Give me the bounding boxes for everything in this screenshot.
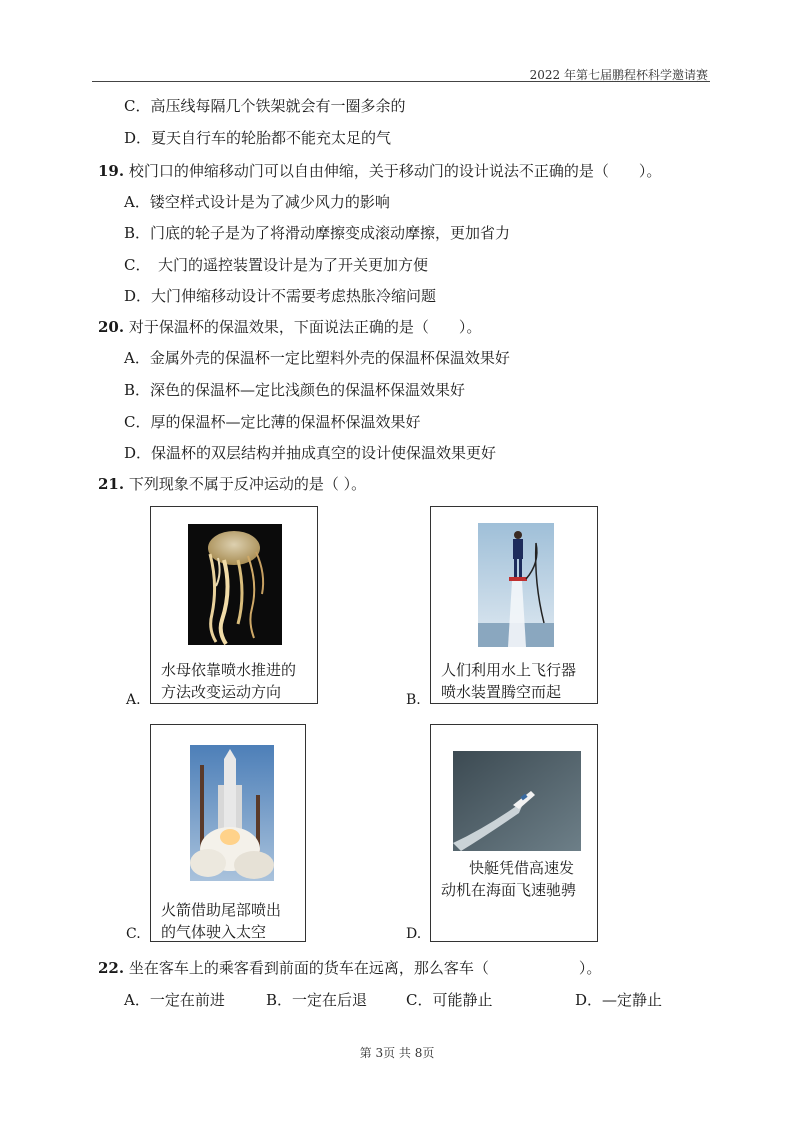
- q18-option-d: D．夏天自行车的轮胎都不能充太足的气: [124, 129, 392, 147]
- q20-option-d: D．保温杯的双层结构并抽成真空的设计使保温效果更好: [124, 444, 497, 462]
- jellyfish-image: [188, 524, 282, 645]
- q19-question: [98, 161, 661, 181]
- header-title: 2022 年第七届鹏程杯科学邀请赛: [529, 68, 708, 82]
- q21-option-d-card: [430, 724, 598, 942]
- q21-option-a-letter: A.: [126, 692, 141, 708]
- q21-option-d-letter: D.: [406, 926, 422, 942]
- q21-option-b-caption-2: 喷水装置腾空而起: [441, 683, 562, 701]
- q22-option-b: B．一定在后退: [266, 991, 368, 1009]
- rocket-image: [190, 745, 274, 881]
- q19-option-c: C． 大门的遥控装置设计是为了开关更加方便: [124, 256, 428, 274]
- q19-option-d: D．大门伸缩移动设计不需要考虑热胀冷缩问题: [124, 287, 437, 305]
- q21-option-b-caption-1: 人们利用水上飞行器: [441, 661, 577, 679]
- q21-option-a-card: [150, 506, 318, 704]
- q20-stem: 对于保温杯的保温效果，下面说法正确的是（ ）。: [128, 318, 482, 336]
- q21-number: 21.: [98, 475, 125, 493]
- q22-option-d: D．—定静止: [575, 991, 663, 1009]
- q21-option-b-card: [430, 506, 598, 704]
- header-divider: [92, 81, 710, 82]
- q21-option-c-letter: C.: [126, 926, 141, 942]
- q19-number: 19.: [98, 162, 125, 180]
- q20-option-b: B．深色的保温杯—定比浅颜色的保温杯保温效果好: [124, 381, 466, 399]
- q22-number: 22.: [98, 959, 125, 977]
- q19-option-b: B．门底的轮子是为了将滑动摩擦变成滚动摩擦，更加省力: [124, 224, 511, 242]
- q21-option-b-letter: B.: [406, 692, 421, 708]
- speedboat-image: [453, 751, 581, 851]
- q22-question: [98, 958, 601, 978]
- q18-option-c: C．高压线每隔几个铁架就会有一圈多余的: [124, 97, 406, 115]
- q21-question: [98, 474, 366, 494]
- q20-option-a: A．金属外壳的保温杯一定比塑料外壳的保温杯保温效果好: [124, 349, 510, 367]
- q19-stem: 校门口的伸缩移动门可以自由伸缩，关于移动门的设计说法不正确的是（ ）。: [128, 162, 662, 180]
- q21-option-c-card: [150, 724, 306, 942]
- q21-option-c-caption-1: 火箭借助尾部喷出: [161, 901, 282, 919]
- q21-option-d-caption-2: 动机在海面飞速驰骋: [441, 881, 577, 899]
- q19-option-a: A．镂空样式设计是为了减少风力的影响: [124, 193, 390, 211]
- q21-stem: 下列现象不属于反冲运动的是（ ）。: [128, 475, 367, 493]
- q21-option-a-caption-2: 方法改变运动方向: [161, 683, 282, 701]
- flyboard-image: [478, 523, 554, 647]
- q22-option-a: A．一定在前进: [124, 991, 225, 1009]
- q21-option-d-caption-1: 快艇凭借高速发: [469, 859, 575, 877]
- q22-option-c: C．可能静止: [406, 991, 493, 1009]
- page-number: 第 3页 共 8页: [359, 1046, 435, 1060]
- q21-option-a-caption-1: 水母依靠喷水推进的: [161, 661, 297, 679]
- q20-question: [98, 317, 481, 337]
- q20-option-c: C．厚的保温杯—定比薄的保温杯保温效果好: [124, 413, 421, 431]
- q22-stem: 坐在客车上的乘客看到前面的货车在远离，那么客车（ ）。: [128, 959, 602, 977]
- q20-number: 20.: [98, 318, 125, 336]
- q21-option-c-caption-2: 的气体驶入太空: [161, 923, 267, 941]
